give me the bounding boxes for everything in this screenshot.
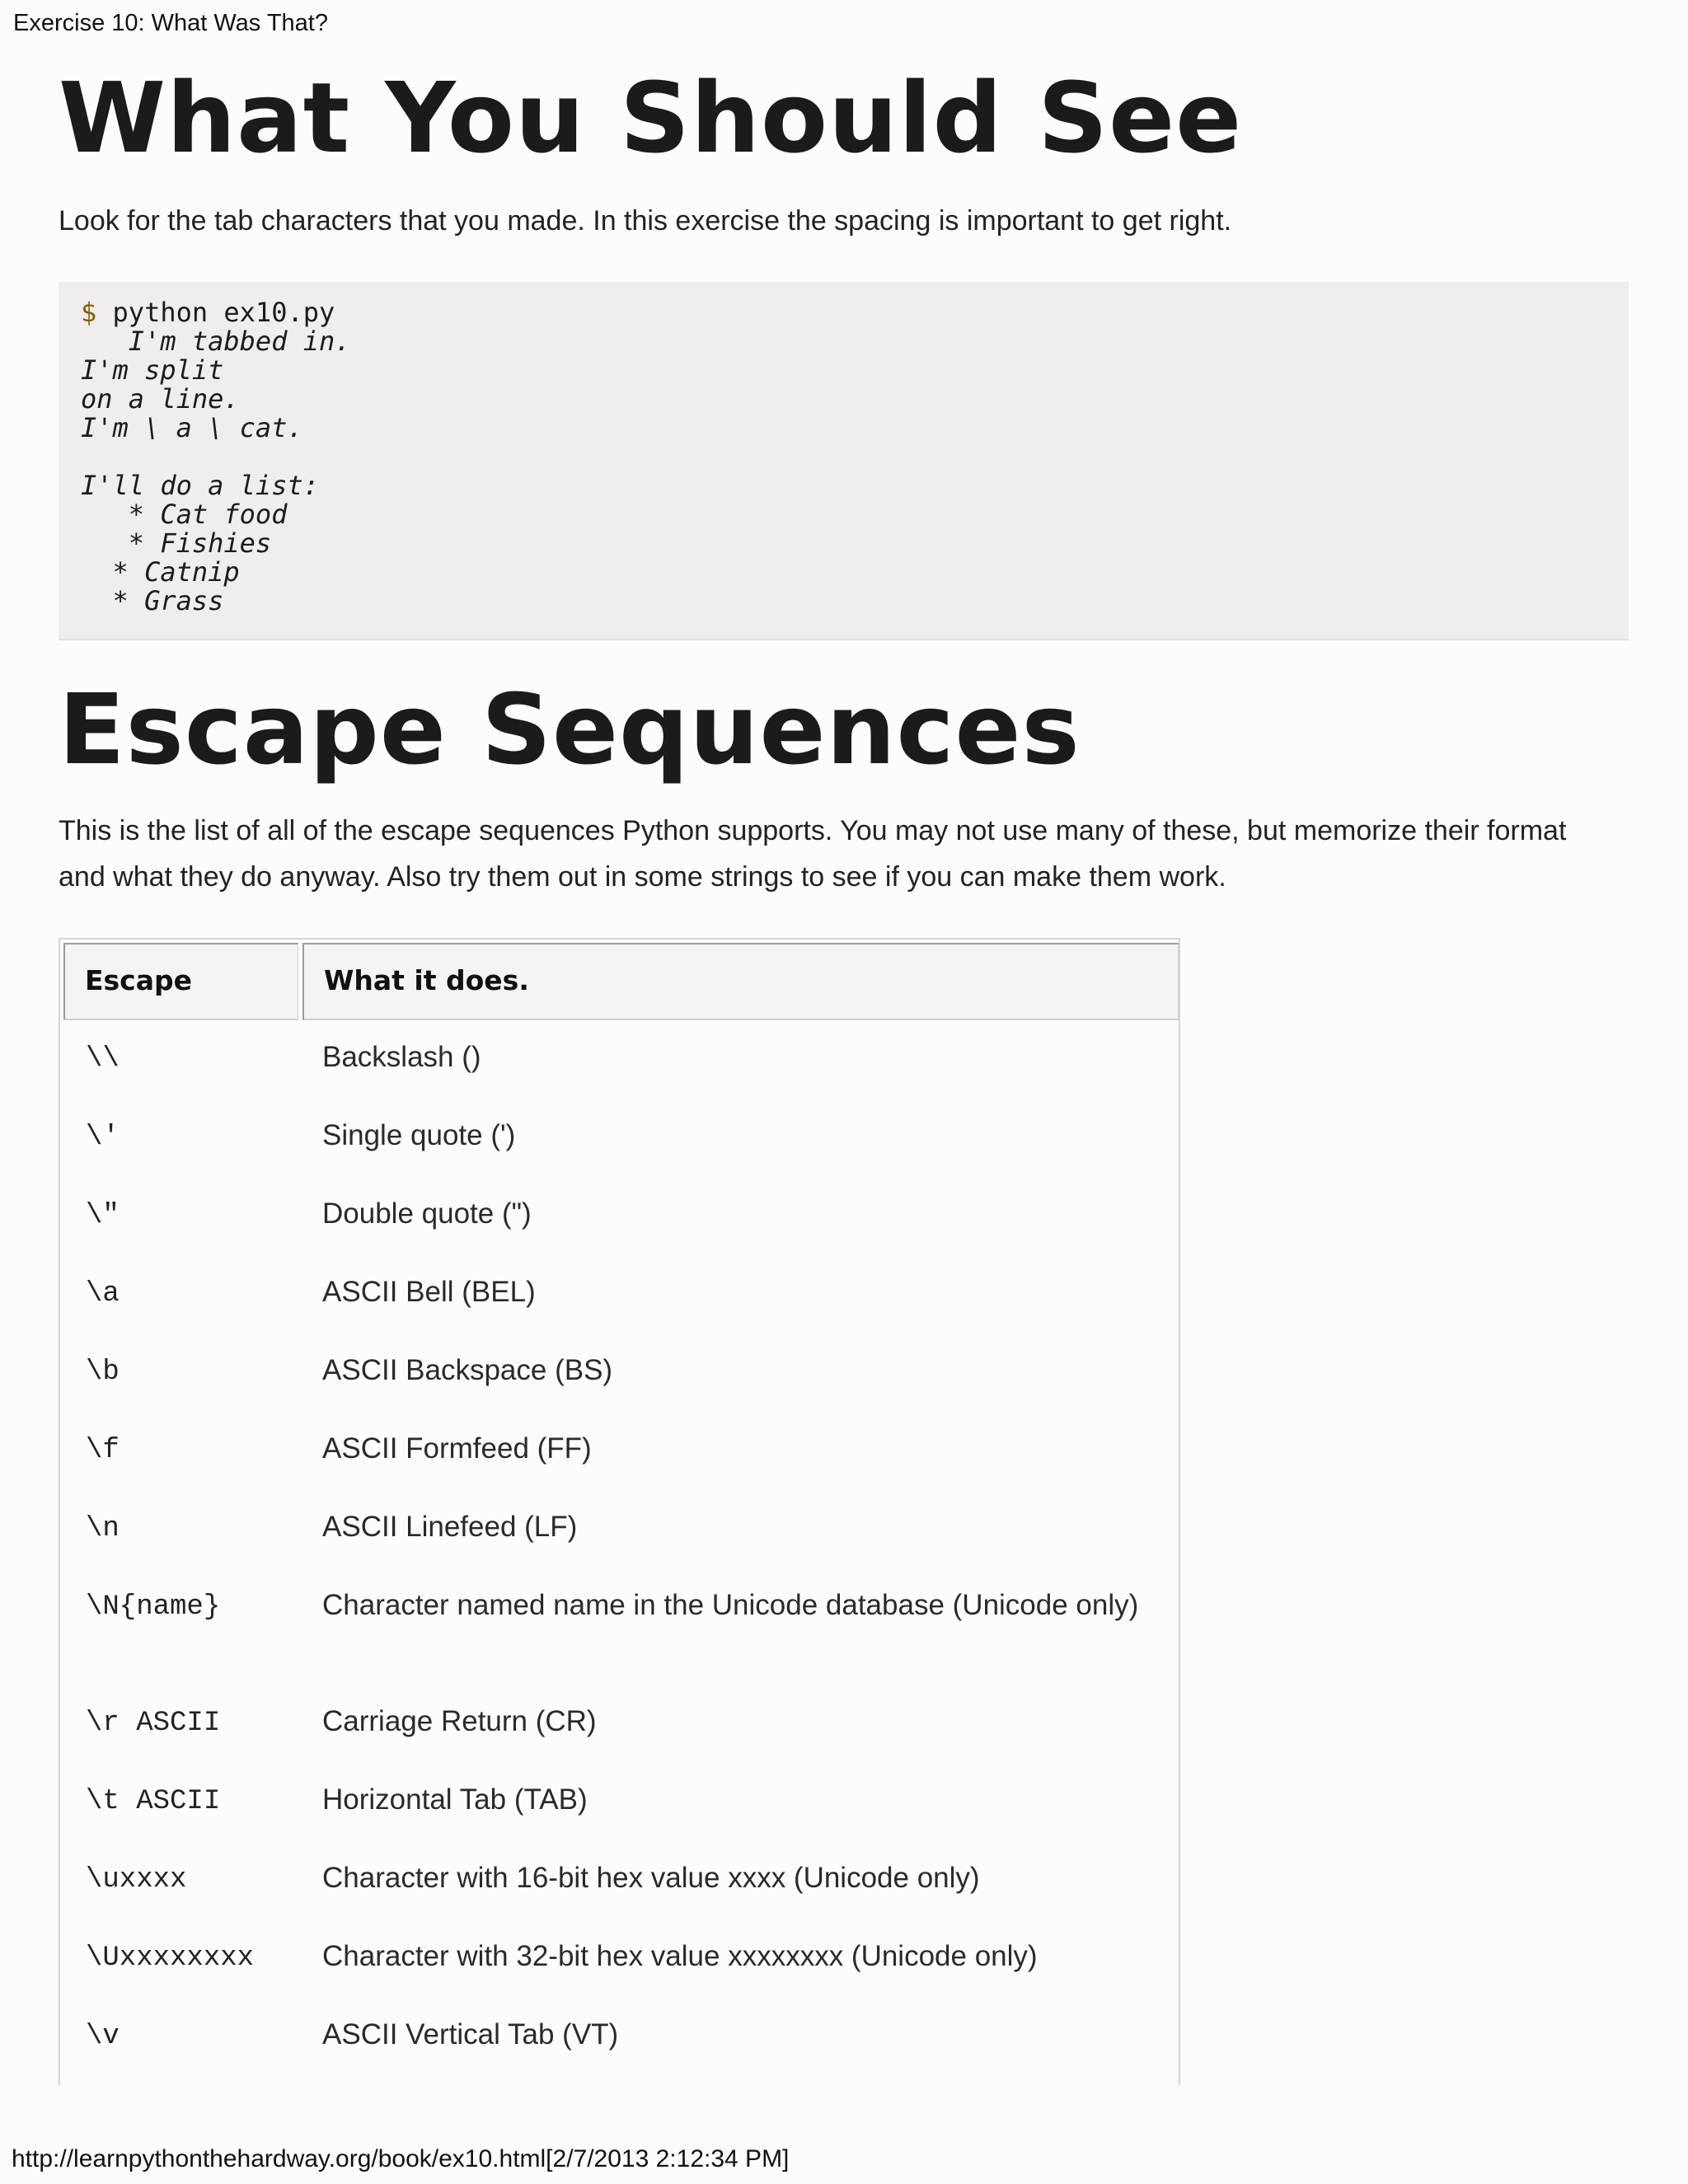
escape-description-cell: Character with 16-bit hex value xxxx (Unicode only): [322, 1862, 980, 1894]
section-heading-what-you-should-see: What You Should See: [59, 61, 1243, 175]
code-output-block: [59, 282, 1629, 640]
code-output-line: I'm split: [81, 354, 224, 386]
escape-code-cell: \n: [86, 1513, 120, 1544]
column-header-escape: Escape: [63, 943, 298, 1020]
print-header-title: Exercise 10: What Was That?: [13, 10, 328, 36]
escape-description-cell: ASCII Bell (BEL): [322, 1276, 536, 1308]
escape-description-cell: ASCII Vertical Tab (VT): [322, 2018, 619, 2050]
code-output-line: I'll do a list:: [81, 470, 319, 501]
escape-code-cell: \Uxxxxxxxx: [86, 1943, 255, 1974]
escape-code-cell: \\: [86, 1043, 120, 1075]
escape-description-cell: Single quote ('): [322, 1119, 516, 1151]
escape-code-cell: \N{name}: [86, 1591, 221, 1623]
shell-command: python ex10.py: [96, 297, 335, 328]
escape-description-cell: ASCII Backspace (BS): [322, 1354, 613, 1386]
table-header-row: [63, 943, 1175, 1020]
what-you-should-see-intro: Look for the tab characters that you made. In this exercise the spacing is important to get right.: [59, 205, 1232, 237]
escape-sequence-table: [59, 938, 1180, 2085]
column-header-description: What it does.: [302, 943, 1179, 1020]
code-output-line: [81, 443, 1629, 471]
escape-code-cell: \": [86, 1200, 120, 1231]
escape-code-cell: \v: [86, 2021, 120, 2052]
code-output-line: * Cat food: [81, 499, 288, 530]
escape-code-cell: \f: [86, 1435, 120, 1466]
code-command-line: [81, 298, 1629, 327]
escape-code-cell: \b: [86, 1357, 120, 1388]
code-output-line: I'm tabbed in.: [81, 326, 351, 357]
section-heading-escape-sequences: Escape Sequences: [59, 673, 1081, 786]
escape-code-cell: \a: [86, 1278, 120, 1310]
escape-sequences-intro: This is the list of all of the escape sequences Python supports. You may not use many of these, but memorize their format and what they do anyway. Also try them out in some strings to see if you can make them work.: [59, 815, 1567, 893]
escape-description-cell: Horizontal Tab (TAB): [322, 1783, 588, 1816]
print-footer-source: http://learnpythonthehardway.org/book/ex10.html[2/7/2013 2:12:34 PM]: [12, 2145, 790, 2172]
shell-prompt: $: [81, 297, 97, 328]
code-output-line: * Catnip: [81, 556, 240, 588]
escape-description-cell: Character named name in the Unicode database (Unicode only): [322, 1589, 1139, 1621]
escape-description-cell: Backslash (): [322, 1041, 481, 1073]
code-output-line: I'm \ a \ cat.: [81, 412, 303, 443]
escape-code-cell: \t ASCII: [86, 1786, 221, 1817]
escape-description-cell: Character with 32-bit hex value xxxxxxxx (Unicode only): [322, 1940, 1038, 1972]
escape-description-cell: Carriage Return (CR): [322, 1705, 597, 1737]
escape-code-cell: \uxxxx: [86, 1864, 187, 1896]
escape-description-cell: ASCII Linefeed (LF): [322, 1511, 578, 1543]
escape-code-cell: \r ASCII: [86, 1708, 221, 1739]
escape-code-cell: \': [86, 1122, 120, 1153]
escape-description-cell: Double quote ("): [322, 1197, 532, 1230]
code-output-line: * Grass: [81, 585, 224, 616]
code-output-line: on a line.: [81, 383, 240, 415]
code-output-line: * Fishies: [81, 527, 272, 559]
escape-description-cell: ASCII Formfeed (FF): [322, 1432, 592, 1465]
